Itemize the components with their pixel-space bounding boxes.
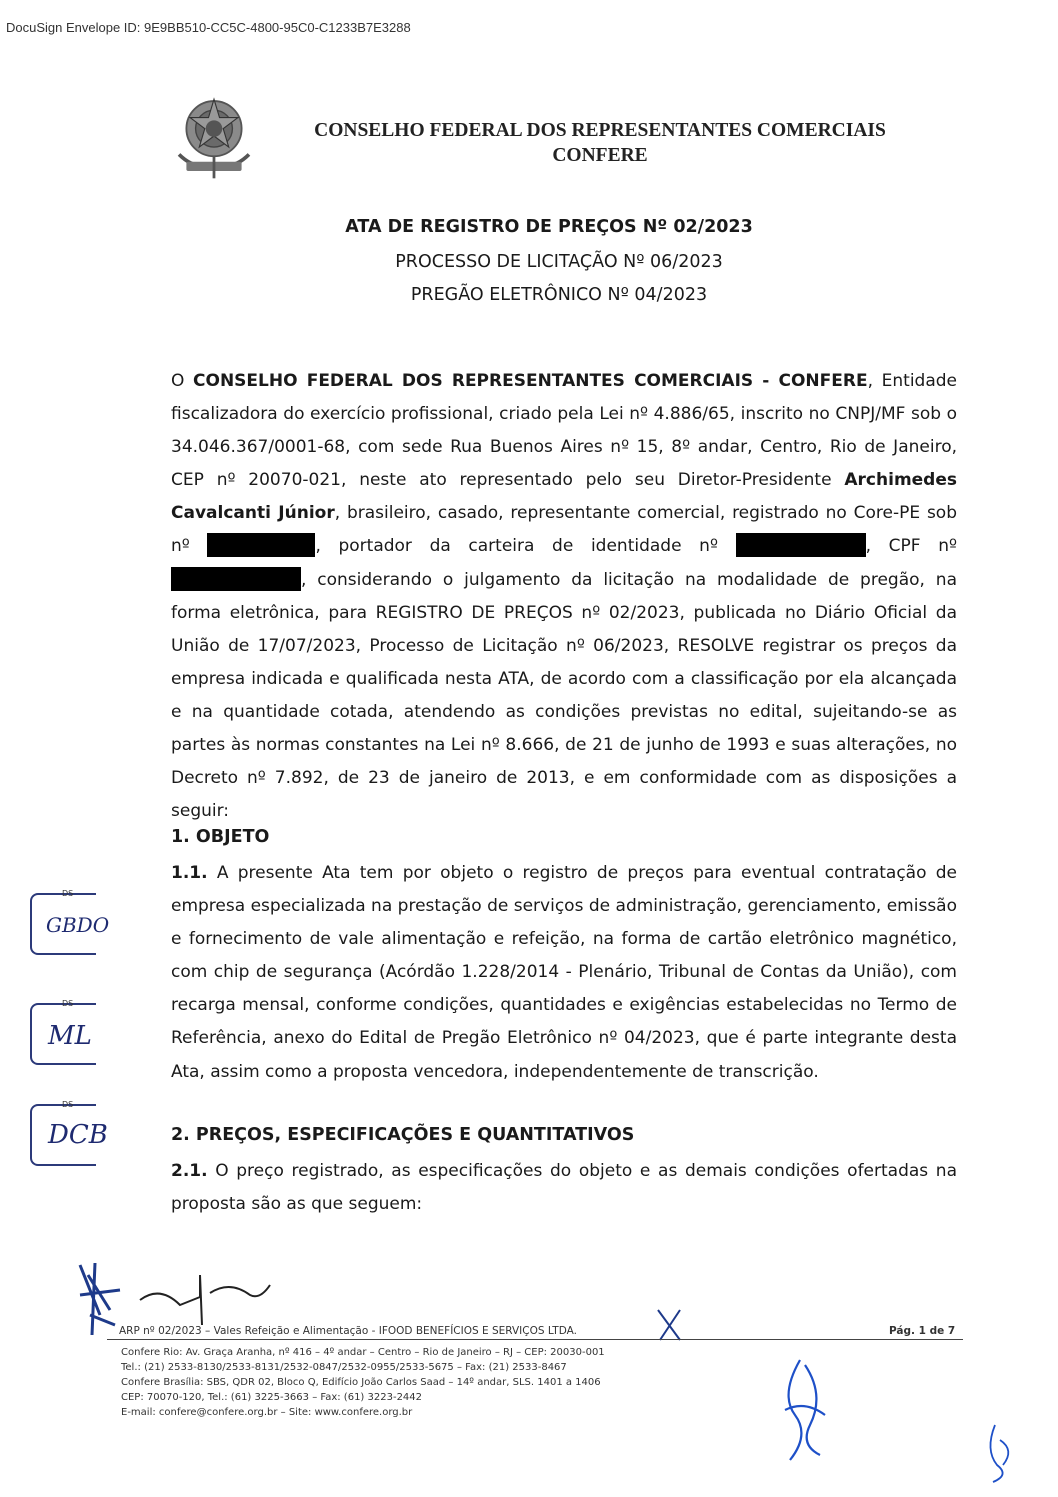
intro-text: , portador da carteira de identidade nº <box>315 536 736 557</box>
intro-text: , Entidade fiscalizadora do exercício profissional, criado pela Lei nº 4.886/65, inscrito no CNPJ/MF sob o 34.046.367/0001-68, com sede Rua Buenos Aires nº 15, 8º andar, Centro, Rio de Janeiro, CEP nº 20070-021, neste ato representado pelo seu Diretor-Presidente <box>171 371 957 491</box>
clause-number: 2.1. <box>171 1161 208 1181</box>
organization-acronym: CONFERE <box>552 145 648 166</box>
organization-name: CONSELHO FEDERAL DOS REPRESENTANTES COMERCIAIS <box>314 120 886 141</box>
footer-divider <box>107 1339 963 1340</box>
intro-paragraph <box>171 365 957 828</box>
ds-label: DS <box>62 889 74 898</box>
redacted-identity <box>736 533 866 557</box>
clause-text: O preço registrado, as especificações do objeto e as demais condições ofertadas na proposta são as que seguem: <box>171 1161 957 1215</box>
ds-label: DS <box>62 999 74 1008</box>
initials-box-1 <box>30 889 110 955</box>
pregao-number: PREGÃO ELETRÔNICO Nº 04/2023 <box>410 285 708 305</box>
section-1-paragraph <box>171 857 957 1089</box>
handwritten-initials: DCB <box>48 1120 108 1150</box>
section-1-title: 1. OBJETO <box>171 827 270 847</box>
intro-text: , CPF nº <box>865 536 957 557</box>
intro-text: , considerando o julgamento da licitação na modalidade de pregão, na forma eletrônica, para REGISTRO DE PREÇOS nº 02/2023, publicada no Diário Oficial da União de 17/07/2023, Processo de Licitação nº 06/2023, RESOLVE registrar os preços da empresa indicada e qualificada nesta ATA, de acordo com a classificação por ela alcançada e na quantidade cotada, atendendo as condições previstas no edital, sujeitando-se as partes às normas constantes na Lei nº 8.666, de 21 de junho de 1993 e suas alterações, no Decreto nº 7.892, de 23 de janeiro de 2013, e em conformidade com as disposições a seguir: <box>171 569 957 822</box>
brazil-coat-of-arms-icon <box>168 90 260 182</box>
docusign-envelope-id: DocuSign Envelope ID: 9E9BB510-CC5C-4800-95C0-C1233B7E3288 <box>6 20 411 35</box>
footer-document-reference: ARP nº 02/2023 – Vales Refeição e Alimentação - IFOOD BENEFÍCIOS E SERVIÇOS LTDA. <box>119 1325 577 1337</box>
intro-entity-name: CONSELHO FEDERAL DOS REPRESENTANTES COMERCIAIS - CONFERE <box>193 371 868 391</box>
handwritten-initials: ML <box>48 1021 92 1051</box>
footer-address: Confere Rio: Av. Graça Aranha, nº 416 – 4º andar – Centro – Rio de Janeiro – RJ – CEP: 20030-001 Tel.: (21) 2533-8130/2533-8131/2532-0847/2532-0955/2533-5675 – Fax: (21) 2533-8467 Confere Brasília: SBS, QDR 02, Bloco Q, Edifício João Carlos Saad – 14º andar, SLS. 1401 a 1406 CEP: 70070-120, Tel.: (61) 3225-3663 – Fax: (61) 3223-2442 E-mail: confere@confere.org.br – Site: www.confere.org.br <box>121 1347 605 1418</box>
redacted-registration <box>207 533 315 557</box>
handwritten-signature-small <box>975 1420 1025 1485</box>
initials-box-2 <box>30 999 96 1065</box>
section-2-paragraph <box>171 1155 957 1221</box>
ds-label: DS <box>62 1100 74 1109</box>
intro-president-name: Archimedes Cavalcanti Júnior <box>171 470 957 524</box>
process-number: PROCESSO DE LICITAÇÃO Nº 06/2023 <box>395 252 723 272</box>
ata-title: ATA DE REGISTRO DE PREÇOS Nº 02/2023 <box>345 217 753 237</box>
initials-box-3 <box>30 1100 108 1166</box>
handwritten-initials: GBDO <box>46 913 110 937</box>
handwritten-signature-blue <box>770 1355 840 1465</box>
section-2-title: 2. PREÇOS, ESPECIFICAÇÕES E QUANTITATIVOS <box>171 1125 635 1145</box>
intro-text: , brasileiro, casado, representante comercial, registrado no Core-PE sob nº <box>171 503 957 557</box>
intro-text: O <box>171 371 194 391</box>
redacted-cpf <box>171 567 301 591</box>
clause-text: A presente Ata tem por objeto o registro de preços para eventual contratação de empresa especializada na prestação de serviços de administração, gerenciamento, emissão e fornecimento de vale alimentação e refeição, na forma de cartão eletrônico magnético, com chip de segurança (Acórdão 1.228/2014 - Plenário, Tribunal de Contas da União), com recarga mensal, conforme condições, quantidades e exigências estabelecidas no Termo de Referência, anexo do Edital de Pregão Eletrônico nº 04/2023, que é parte integrante desta Ata, assim como a proposta vencedora, independentemente de transcrição. <box>171 863 957 1082</box>
footer-page-number: Pág. 1 de 7 <box>889 1325 956 1337</box>
organization-title <box>250 118 950 168</box>
clause-number: 1.1. <box>171 863 208 883</box>
